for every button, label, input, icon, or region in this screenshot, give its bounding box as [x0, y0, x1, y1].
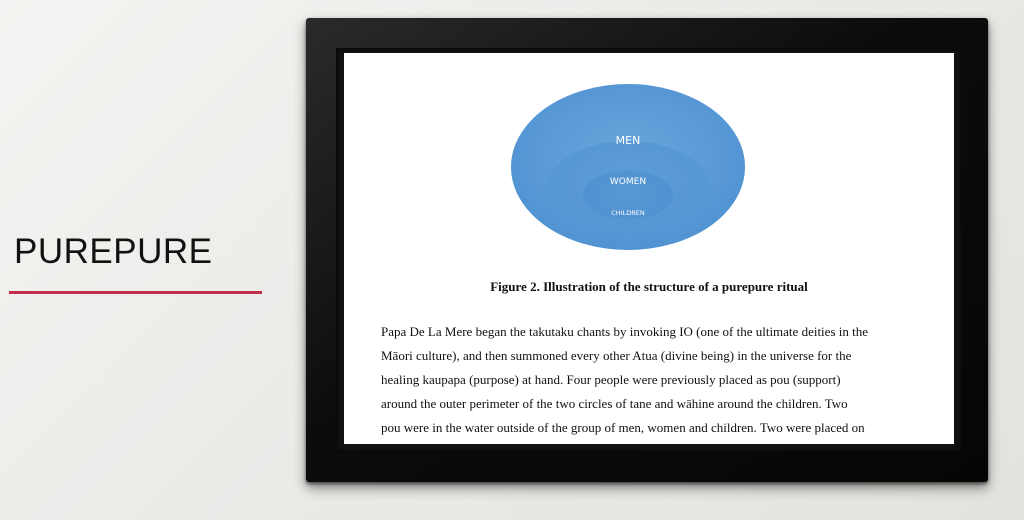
body-line: Māori culture), and then summoned every other Atua (divine being) in the universe for the	[381, 348, 852, 363]
figure-caption: Figure 2. Illustration of the structure of a purepure ritual	[490, 279, 808, 294]
label-men: MEN	[615, 134, 641, 147]
title-underline	[9, 291, 262, 294]
body-line: healing kaupapa (purpose) at hand. Four people were previously placed as pou (support)	[381, 372, 841, 387]
body-line: around the outer perimeter of the two circles of tane and wāhine around the children. Two	[381, 396, 848, 411]
document-page	[344, 53, 954, 444]
body-line: Papa De La Mere began the takutaku chants by invoking IO (one of the ultimate deities in the	[381, 324, 868, 339]
slide-title: PUREPURE	[14, 232, 213, 271]
label-children: CHILDREN	[611, 209, 645, 217]
body-paragraph	[381, 320, 938, 440]
picture-frame	[306, 18, 988, 482]
label-women: WOMEN	[609, 177, 647, 187]
body-line: pou were in the water outside of the group of men, women and children. Two were placed on	[381, 420, 865, 435]
purepure-structure-diagram	[510, 83, 746, 251]
frame-inner-edge	[336, 48, 962, 452]
